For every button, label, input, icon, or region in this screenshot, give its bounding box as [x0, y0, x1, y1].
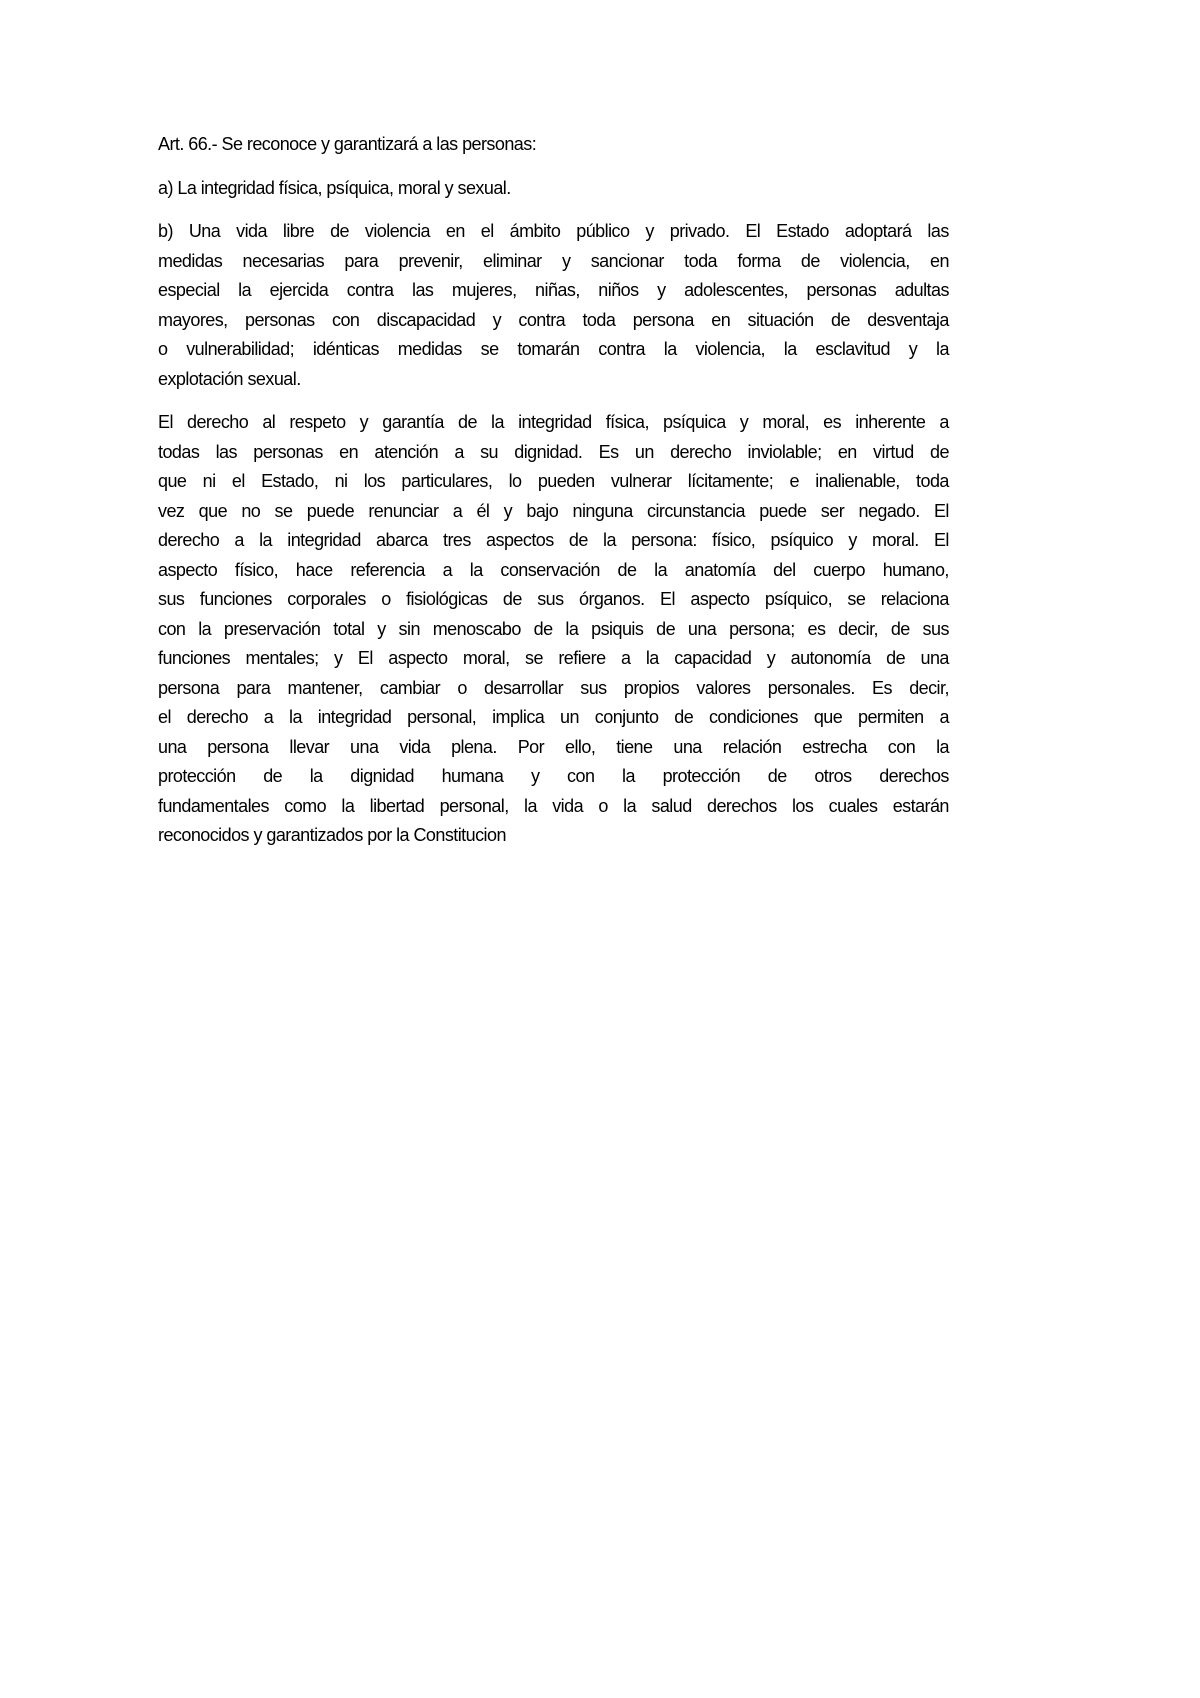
item-b-line: b) Una vida libre de violencia en el ámbito público y privado. El Estado adoptará las — [158, 221, 949, 241]
commentary-line: el derecho a la integridad personal, implica un conjunto de condiciones que permiten a — [158, 707, 949, 727]
commentary-line: sus funciones corporales o fisiológicas de sus órganos. El aspecto psíquico, se relaciona — [158, 589, 949, 609]
item-b-line: medidas necesarias para prevenir, eliminar y sancionar toda forma de violencia, en — [158, 250, 949, 271]
commentary-paragraph — [158, 408, 949, 851]
commentary-line: protección de la dignidad humana y con la protección de otros derechos — [158, 766, 949, 786]
item-b — [158, 217, 949, 394]
item-a — [158, 174, 949, 204]
item-b-line: especial la ejercida contra las mujeres, niñas, niños y adolescentes, personas adultas — [158, 280, 949, 300]
commentary-line: vez que no se puede renunciar a él y bajo ninguna circunstancia puede ser negado. El — [158, 500, 949, 521]
document-body — [158, 130, 949, 851]
commentary-line: aspecto físico, hace referencia a la conservación de la anatomía del cuerpo humano, — [158, 559, 949, 580]
commentary-line: El derecho al respeto y garantía de la integridad física, psíquica y moral, es inherente a — [158, 412, 949, 432]
commentary-line: todas las personas en atención a su dignidad. Es un derecho inviolable; en virtud de — [158, 441, 949, 462]
item-b-line: explotación sexual. — [158, 368, 301, 389]
item-a-text: a) La integridad física, psíquica, moral y sexual. — [158, 177, 511, 198]
commentary-line: reconocidos y garantizados por la Constitucion — [158, 825, 506, 845]
article-heading — [158, 130, 949, 160]
article-heading-text: Art. 66.- Se reconoce y garantizará a las personas: — [158, 134, 537, 154]
commentary-line: una persona llevar una vida plena. Por ello, tiene una relación estrecha con la — [158, 736, 949, 757]
item-b-line: o vulnerabilidad; idénticas medidas se tomarán contra la violencia, la esclavitud y la — [158, 339, 949, 359]
commentary-line: que ni el Estado, ni los particulares, lo pueden vulnerar lícitamente; e inalienable, toda — [158, 471, 949, 491]
commentary-line: persona para mantener, cambiar o desarrollar sus propios valores personales. Es decir, — [158, 677, 949, 698]
commentary-line: derecho a la integridad abarca tres aspectos de la persona: físico, psíquico y moral. El — [158, 530, 949, 550]
commentary-line: fundamentales como la libertad personal, la vida o la salud derechos los cuales estarán — [158, 795, 949, 816]
commentary-line: funciones mentales; y El aspecto moral, se refiere a la capacidad y autonomía de una — [158, 648, 949, 668]
commentary-line: con la preservación total y sin menoscabo de la psiquis de una persona; es decir, de sus — [158, 618, 949, 639]
item-b-line: mayores, personas con discapacidad y contra toda persona en situación de desventaja — [158, 309, 949, 330]
